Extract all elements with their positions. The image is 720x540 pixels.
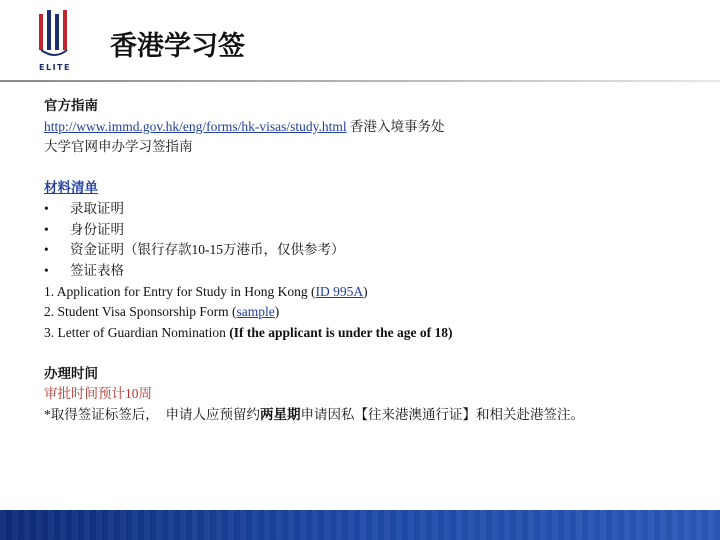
page-title: 香港学习签 — [110, 31, 245, 62]
immd-link-suffix: 香港入境事务处 — [346, 118, 445, 134]
sample-link[interactable]: sample — [236, 304, 275, 320]
bullet: • — [44, 200, 49, 216]
list-item: • 录取证明 — [44, 199, 704, 220]
processing-note: *取得签证标签后， 申请人应预留约两星期申请因私【往来港澳通行证】和相关赴港签注。 — [44, 407, 584, 423]
immd-link[interactable]: http://www.immd.gov.hk/eng/forms/hk-visas/study.html — [44, 118, 347, 134]
elite-logo — [38, 10, 72, 72]
numbered-item: 3. Letter of Guardian Nomination (If the applicant is under the age of 18) — [44, 325, 453, 341]
list-item: • 资金证明（银行存款10-15万港币，仅供参考） — [44, 240, 704, 261]
header-divider — [0, 80, 720, 82]
content — [44, 96, 704, 426]
svg-text:ELITE: ELITE — [39, 63, 71, 72]
university-guide-note: 大学官网申办学习签指南 — [44, 139, 193, 155]
list-item: • 签证表格 — [44, 261, 704, 282]
list-item: • 身份证明 — [44, 220, 704, 241]
id995a-link[interactable]: ID 995A — [315, 283, 364, 299]
processing-heading: 办理时间 — [44, 365, 98, 381]
bullet: • — [44, 242, 49, 258]
materials-heading[interactable]: 材料清单 — [44, 180, 98, 196]
numbered-item: 1. Application for Entry for Study in Hong Kong (ID 995A) — [44, 283, 368, 299]
bullet: • — [44, 262, 49, 278]
numbered-item: 2. Student Visa Sponsorship Form (sample) — [44, 304, 280, 320]
official-guide-link-line — [44, 117, 704, 138]
processing-estimate: 审批时间预计10周 — [44, 386, 152, 402]
bullet: • — [44, 221, 49, 237]
official-guide-heading: 官方指南 — [44, 98, 98, 113]
footer-bar — [0, 510, 720, 540]
